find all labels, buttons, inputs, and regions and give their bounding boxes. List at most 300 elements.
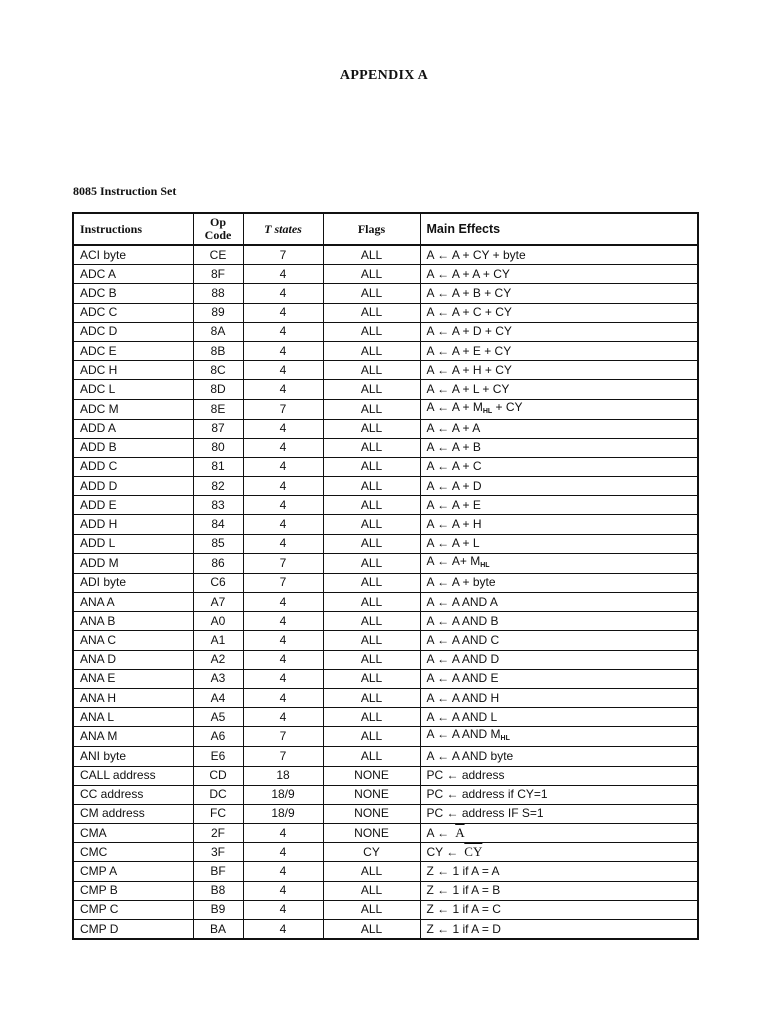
effect-text	[427, 344, 512, 358]
cell-op-code: 88	[193, 284, 243, 303]
table-row	[73, 361, 698, 380]
cell-t-states: 4	[243, 612, 323, 631]
effect-text	[427, 806, 544, 820]
cell-op-code: A7	[193, 593, 243, 612]
effect-main: A ←	[426, 826, 450, 841]
cell-main-effect	[420, 284, 698, 303]
table-row	[73, 785, 698, 804]
cell-instruction: CMA	[73, 824, 193, 843]
cell-instruction: ADD H	[73, 515, 193, 534]
effect-text	[427, 671, 499, 685]
cell-t-states: 4	[243, 477, 323, 496]
table-header-row	[73, 213, 698, 245]
cell-main-effect	[420, 843, 698, 862]
cell-op-code: A0	[193, 612, 243, 631]
effect-main: PC ← address IF S=1	[426, 806, 544, 821]
effect-text	[427, 286, 512, 300]
cell-instruction: ADC L	[73, 380, 193, 399]
cell-t-states: 4	[243, 862, 323, 881]
cell-t-states: 4	[243, 515, 323, 534]
cell-main-effect	[420, 245, 698, 265]
table-row	[73, 843, 698, 862]
cell-main-effect	[420, 900, 698, 919]
cell-op-code: 82	[193, 477, 243, 496]
cell-main-effect	[420, 419, 698, 438]
cell-op-code: A4	[193, 688, 243, 707]
cell-flags: ALL	[323, 534, 420, 553]
table-row	[73, 631, 698, 650]
effect-text	[427, 400, 523, 414]
cell-op-code: 86	[193, 553, 243, 573]
effect-main: A ← A + byte	[426, 575, 496, 590]
effect-main: A ← A + C	[426, 459, 482, 474]
header-op-code-line1: Op	[209, 215, 226, 229]
effect-text	[427, 517, 482, 531]
cell-flags: ALL	[323, 862, 420, 881]
effect-main: CY ←	[426, 845, 459, 860]
cell-main-effect	[420, 785, 698, 804]
header-main-effects: Main Effects	[420, 213, 698, 245]
cell-op-code: 8E	[193, 399, 243, 419]
table-row	[73, 881, 698, 900]
table-row	[73, 245, 698, 265]
table-row	[73, 900, 698, 919]
effect-subscript: HL	[482, 407, 493, 415]
cell-flags: ALL	[323, 553, 420, 573]
header-instructions: Instructions	[73, 213, 193, 245]
table-row	[73, 862, 698, 881]
effect-text	[427, 633, 500, 647]
table-row	[73, 920, 698, 940]
effect-main: A ← A + L	[426, 536, 480, 551]
cell-flags: NONE	[323, 785, 420, 804]
cell-main-effect	[420, 650, 698, 669]
cell-flags: ALL	[323, 650, 420, 669]
table-row	[73, 727, 698, 747]
effect-main: A ← A + L + CY	[426, 381, 510, 396]
cell-t-states: 4	[243, 669, 323, 688]
cell-op-code: A1	[193, 631, 243, 650]
effect-main: A ← A AND L	[426, 709, 498, 724]
effect-text	[427, 248, 526, 262]
cell-main-effect	[420, 265, 698, 284]
cell-t-states: 4	[243, 438, 323, 457]
cell-main-effect	[420, 612, 698, 631]
cell-main-effect	[420, 438, 698, 457]
cell-flags: ALL	[323, 669, 420, 688]
cell-flags: ALL	[323, 593, 420, 612]
cell-instruction: ADC E	[73, 341, 193, 360]
cell-t-states: 4	[243, 650, 323, 669]
cell-instruction: ADC C	[73, 303, 193, 322]
effect-main: A ← A + C + CY	[426, 305, 512, 320]
effect-main: Z ← 1 if A = C	[426, 902, 501, 917]
effect-text	[427, 305, 512, 319]
cell-instruction: ADC H	[73, 361, 193, 380]
table-row	[73, 534, 698, 553]
cell-instruction: CC address	[73, 785, 193, 804]
cell-flags: ALL	[323, 361, 420, 380]
cell-flags: NONE	[323, 766, 420, 785]
cell-t-states: 4	[243, 303, 323, 322]
table-title: 8085 Instruction Set	[73, 184, 177, 198]
cell-t-states: 7	[243, 747, 323, 766]
cell-op-code: 8A	[193, 322, 243, 341]
cell-instruction: ADD M	[73, 553, 193, 573]
cell-main-effect	[420, 688, 698, 707]
effect-main: Z ← 1 if A = D	[426, 921, 501, 936]
cell-instruction: ADC B	[73, 284, 193, 303]
header-flags: Flags	[323, 213, 420, 245]
cell-flags: ALL	[323, 303, 420, 322]
cell-flags: ALL	[323, 322, 420, 341]
cell-t-states: 4	[243, 534, 323, 553]
effect-main: A ← A AND A	[426, 594, 498, 609]
cell-instruction: ADC D	[73, 322, 193, 341]
cell-op-code: 83	[193, 496, 243, 515]
cell-instruction: ANA L	[73, 708, 193, 727]
cell-instruction: ADD A	[73, 419, 193, 438]
cell-instruction: ADC A	[73, 265, 193, 284]
effect-text	[427, 363, 512, 377]
effect-main: Z ← 1 if A = B	[426, 883, 501, 898]
cell-op-code: 8D	[193, 380, 243, 399]
effect-main: A ← A + CY + byte	[426, 247, 526, 262]
table-body	[73, 245, 698, 939]
table-row	[73, 824, 698, 843]
cell-main-effect	[420, 573, 698, 592]
effect-main: A ← A AND C	[426, 632, 500, 647]
effect-after: + CY	[492, 399, 523, 414]
cell-flags: ALL	[323, 496, 420, 515]
effect-main: A ← A + B + CY	[426, 285, 512, 300]
header-op-code	[193, 213, 243, 245]
effect-main: A ← A + B	[426, 440, 481, 455]
cell-t-states: 4	[243, 900, 323, 919]
cell-t-states: 4	[243, 920, 323, 940]
effect-text	[427, 749, 514, 763]
cell-instruction: ADD D	[73, 477, 193, 496]
effect-main: A ← A + D + CY	[426, 324, 512, 339]
cell-flags: ALL	[323, 573, 420, 592]
effect-text	[427, 710, 498, 724]
effect-main: A ← A + E	[426, 497, 481, 512]
table-row	[73, 380, 698, 399]
effect-text	[427, 902, 501, 916]
cell-t-states: 18/9	[243, 804, 323, 823]
cell-op-code: 89	[193, 303, 243, 322]
cell-main-effect	[420, 708, 698, 727]
effect-text	[427, 554, 490, 568]
cell-main-effect	[420, 322, 698, 341]
cell-t-states: 7	[243, 573, 323, 592]
cell-main-effect	[420, 361, 698, 380]
table-row	[73, 515, 698, 534]
effect-text	[427, 421, 481, 435]
cell-flags: NONE	[323, 824, 420, 843]
effect-main: A ← A AND M	[426, 727, 501, 742]
effect-main: A ← A AND B	[426, 613, 499, 628]
cell-main-effect	[420, 669, 698, 688]
effect-text	[427, 727, 510, 741]
cell-flags: ALL	[323, 399, 420, 419]
table-row	[73, 804, 698, 823]
cell-main-effect	[420, 457, 698, 476]
cell-instruction: ANA A	[73, 593, 193, 612]
cell-op-code: FC	[193, 804, 243, 823]
cell-main-effect	[420, 534, 698, 553]
effect-text	[427, 883, 501, 897]
cell-flags: ALL	[323, 438, 420, 457]
cell-t-states: 4	[243, 284, 323, 303]
cell-instruction: ADC M	[73, 399, 193, 419]
cell-op-code: CD	[193, 766, 243, 785]
table-row	[73, 496, 698, 515]
cell-main-effect	[420, 920, 698, 940]
cell-t-states: 7	[243, 553, 323, 573]
effect-main: PC ← address if CY=1	[426, 787, 548, 802]
effect-text	[427, 652, 500, 666]
effect-text	[427, 479, 482, 493]
page-heading: APPENDIX A	[339, 68, 429, 83]
effect-text	[427, 498, 481, 512]
table-row	[73, 612, 698, 631]
cell-op-code: 2F	[193, 824, 243, 843]
effect-text	[427, 382, 510, 396]
cell-main-effect	[420, 399, 698, 419]
cell-op-code: A2	[193, 650, 243, 669]
effect-text	[427, 845, 483, 859]
cell-flags: ALL	[323, 920, 420, 940]
cell-op-code: 85	[193, 534, 243, 553]
cell-op-code: C6	[193, 573, 243, 592]
cell-instruction: CMP B	[73, 881, 193, 900]
cell-t-states: 7	[243, 399, 323, 419]
effect-text	[427, 691, 500, 705]
header-t-states: T states	[243, 213, 323, 245]
table-row	[73, 265, 698, 284]
cell-t-states: 4	[243, 593, 323, 612]
cell-instruction: ADD L	[73, 534, 193, 553]
cell-flags: ALL	[323, 631, 420, 650]
cell-op-code: A5	[193, 708, 243, 727]
table-row	[73, 438, 698, 457]
effect-main: A ← A + M	[426, 399, 483, 414]
cell-op-code: A3	[193, 669, 243, 688]
table-row	[73, 553, 698, 573]
cell-op-code: 8B	[193, 341, 243, 360]
effect-subscript: HL	[480, 561, 490, 569]
cell-instruction: CMP C	[73, 900, 193, 919]
cell-instruction: CMP A	[73, 862, 193, 881]
effect-complement: $\overline{A}$	[455, 825, 465, 841]
effect-text	[427, 267, 510, 281]
cell-t-states: 4	[243, 496, 323, 515]
cell-flags: CY	[323, 843, 420, 862]
cell-t-states: 4	[243, 265, 323, 284]
cell-main-effect	[420, 804, 698, 823]
cell-flags: ALL	[323, 477, 420, 496]
cell-flags: ALL	[323, 900, 420, 919]
cell-t-states: 4	[243, 688, 323, 707]
table-row	[73, 399, 698, 419]
effect-complement: $\overline{CY}$	[464, 844, 483, 860]
effect-main: A ← A AND H	[426, 690, 500, 705]
effect-main: A ← A AND byte	[426, 748, 514, 763]
cell-instruction: ADD E	[73, 496, 193, 515]
cell-t-states: 4	[243, 361, 323, 380]
cell-instruction: ANA H	[73, 688, 193, 707]
cell-instruction: ANA M	[73, 727, 193, 747]
cell-t-states: 4	[243, 843, 323, 862]
cell-op-code: 87	[193, 419, 243, 438]
effect-subscript: HL	[500, 735, 510, 743]
header-op-code-line2: Code	[204, 228, 232, 242]
cell-instruction: CALL address	[73, 766, 193, 785]
cell-flags: ALL	[323, 284, 420, 303]
cell-op-code: E6	[193, 747, 243, 766]
cell-t-states: 4	[243, 824, 323, 843]
table-row	[73, 708, 698, 727]
table-row	[73, 650, 698, 669]
cell-t-states: 18	[243, 766, 323, 785]
effect-text	[427, 826, 465, 840]
effect-main: A ← A + H + CY	[426, 362, 512, 377]
cell-op-code: 3F	[193, 843, 243, 862]
table-row	[73, 341, 698, 360]
cell-main-effect	[420, 824, 698, 843]
cell-t-states: 4	[243, 631, 323, 650]
effect-text	[427, 768, 505, 782]
effect-text	[427, 595, 498, 609]
effect-main: A ← A AND E	[426, 671, 499, 686]
cell-main-effect	[420, 341, 698, 360]
table-row	[73, 419, 698, 438]
cell-instruction: ADD B	[73, 438, 193, 457]
table-row	[73, 303, 698, 322]
cell-t-states: 18/9	[243, 785, 323, 804]
cell-flags: ALL	[323, 265, 420, 284]
cell-t-states: 4	[243, 419, 323, 438]
cell-op-code: BA	[193, 920, 243, 940]
cell-main-effect	[420, 380, 698, 399]
cell-flags: ALL	[323, 380, 420, 399]
table-row	[73, 457, 698, 476]
cell-flags: NONE	[323, 804, 420, 823]
effect-main: A ← A + E + CY	[426, 343, 512, 358]
table-row	[73, 593, 698, 612]
cell-op-code: DC	[193, 785, 243, 804]
effect-main: A ← A + D	[426, 478, 482, 493]
effect-text	[427, 440, 481, 454]
cell-main-effect	[420, 862, 698, 881]
effect-main: PC ← address	[426, 768, 505, 783]
cell-op-code: 81	[193, 457, 243, 476]
cell-flags: ALL	[323, 881, 420, 900]
cell-main-effect	[420, 515, 698, 534]
effect-main: A ← A + A	[426, 421, 481, 436]
effect-main: A ← A + H	[426, 517, 482, 532]
cell-flags: ALL	[323, 457, 420, 476]
cell-instruction: CMP D	[73, 920, 193, 940]
cell-main-effect	[420, 496, 698, 515]
cell-main-effect	[420, 881, 698, 900]
cell-instruction: CMC	[73, 843, 193, 862]
table-row	[73, 477, 698, 496]
cell-instruction: ANA C	[73, 631, 193, 650]
cell-main-effect	[420, 766, 698, 785]
cell-main-effect	[420, 553, 698, 573]
cell-instruction: ACI byte	[73, 245, 193, 265]
cell-op-code: 8F	[193, 265, 243, 284]
effect-text	[427, 536, 480, 550]
cell-flags: ALL	[323, 688, 420, 707]
table-row	[73, 688, 698, 707]
cell-flags: ALL	[323, 747, 420, 766]
cell-t-states: 7	[243, 245, 323, 265]
cell-instruction: CM address	[73, 804, 193, 823]
table-row	[73, 573, 698, 592]
effect-text	[427, 459, 482, 473]
cell-t-states: 4	[243, 881, 323, 900]
cell-t-states: 4	[243, 457, 323, 476]
effect-main: A ← A + A + CY	[426, 266, 510, 281]
cell-flags: ALL	[323, 708, 420, 727]
cell-main-effect	[420, 593, 698, 612]
cell-op-code: 84	[193, 515, 243, 534]
instruction-set-table	[72, 212, 699, 940]
cell-op-code: CE	[193, 245, 243, 265]
table-row	[73, 669, 698, 688]
cell-flags: ALL	[323, 419, 420, 438]
effect-text	[427, 922, 501, 936]
cell-op-code: BF	[193, 862, 243, 881]
cell-main-effect	[420, 303, 698, 322]
table-row	[73, 322, 698, 341]
cell-op-code: A6	[193, 727, 243, 747]
effect-main: Z ← 1 if A = A	[426, 864, 500, 879]
effect-text	[427, 575, 496, 589]
cell-op-code: 8C	[193, 361, 243, 380]
effect-text	[427, 324, 512, 338]
cell-instruction: ANA B	[73, 612, 193, 631]
cell-flags: ALL	[323, 612, 420, 631]
cell-main-effect	[420, 727, 698, 747]
cell-op-code: 80	[193, 438, 243, 457]
cell-main-effect	[420, 631, 698, 650]
cell-t-states: 4	[243, 708, 323, 727]
cell-instruction: ADD C	[73, 457, 193, 476]
effect-main: A ← A+ M	[426, 553, 481, 568]
effect-main: A ← A AND D	[426, 652, 500, 667]
effect-text	[427, 614, 499, 628]
cell-flags: ALL	[323, 245, 420, 265]
cell-instruction: ANA E	[73, 669, 193, 688]
cell-instruction: ADI byte	[73, 573, 193, 592]
cell-t-states: 4	[243, 322, 323, 341]
cell-main-effect	[420, 477, 698, 496]
effect-text	[427, 787, 548, 801]
cell-flags: ALL	[323, 515, 420, 534]
cell-instruction: ANI byte	[73, 747, 193, 766]
table-row	[73, 284, 698, 303]
cell-flags: ALL	[323, 341, 420, 360]
effect-text	[427, 864, 500, 878]
table-row	[73, 766, 698, 785]
cell-main-effect	[420, 747, 698, 766]
cell-t-states: 7	[243, 727, 323, 747]
cell-instruction: ANA D	[73, 650, 193, 669]
